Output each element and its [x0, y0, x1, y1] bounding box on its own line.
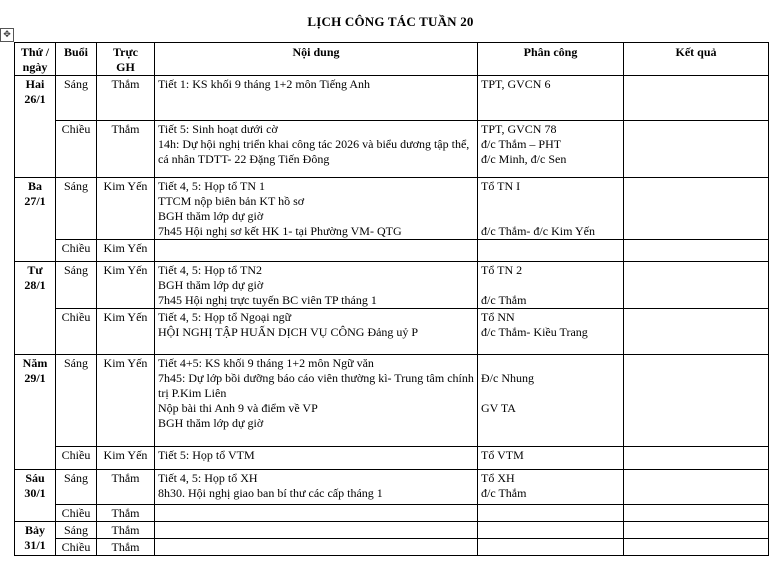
cell-line: [158, 506, 474, 521]
cell-line: TPT, GVCN 6: [481, 77, 551, 91]
session-cell: Chiều: [56, 121, 97, 178]
duty-cell: Thắm: [97, 539, 155, 556]
header-content: Nội dung: [155, 43, 478, 76]
cell-line: [481, 194, 620, 209]
table-row: [15, 76, 769, 121]
session-cell: Sáng: [56, 76, 97, 121]
assign-cell: [478, 355, 624, 447]
page-title: LỊCH CÔNG TÁC TUẦN 20: [307, 14, 474, 29]
cell-line: Nộp bài thi Anh 9 và điểm về VP: [158, 401, 318, 415]
cell-line: Tiết 4, 5: Họp tổ XH: [158, 471, 258, 485]
content-cell: [155, 505, 478, 522]
cell-line: GV TA: [481, 401, 516, 415]
table-move-handle-icon[interactable]: ✥: [0, 28, 14, 42]
assign-cell: [478, 121, 624, 178]
duty-cell: Kim Yến: [97, 309, 155, 355]
cell-line: [481, 209, 620, 224]
day-date: 28/1: [24, 278, 46, 292]
content-cell: [155, 309, 478, 355]
header-day: Thứ / ngày: [15, 43, 56, 76]
assign-cell: [478, 505, 624, 522]
table-row: [15, 355, 769, 447]
day-cell: [15, 355, 56, 470]
result-cell: [624, 121, 769, 178]
day-name: Bảy: [24, 523, 45, 537]
assign-cell: [478, 539, 624, 556]
cell-line: BGH thăm lớp dự giờ: [158, 209, 264, 223]
content-cell: [155, 470, 478, 505]
cell-line: [481, 278, 620, 293]
cell-line: BGH thăm lớp dự giờ: [158, 278, 264, 292]
session-cell: Sáng: [56, 522, 97, 539]
assign-cell: [478, 309, 624, 355]
day-cell: [15, 178, 56, 262]
cell-line: Tiết 4+5: KS khối 9 tháng 1+2 môn Ngữ văn: [158, 356, 374, 370]
table-row: [15, 309, 769, 355]
table-row: [15, 470, 769, 505]
cell-line: 7h45 Hội nghị sơ kết HK 1- tại Phường VM- QTG: [158, 224, 402, 238]
result-cell: [624, 355, 769, 447]
cell-line: [158, 540, 474, 555]
duty-cell: Kim Yến: [97, 178, 155, 240]
cell-line: đ/c Thắm: [481, 486, 527, 500]
cell-line: Tiết 5: Họp tổ VTM: [158, 448, 255, 462]
session-cell: Chiều: [56, 240, 97, 262]
assign-cell: [478, 470, 624, 505]
result-cell: [624, 539, 769, 556]
cell-line: BGH thăm lớp dự giờ: [158, 416, 264, 430]
result-cell: [624, 505, 769, 522]
cell-line: [481, 241, 620, 256]
assign-cell: [478, 522, 624, 539]
result-cell: [624, 309, 769, 355]
day-date: 31/1: [24, 538, 46, 552]
header-assign: Phân công: [478, 43, 624, 76]
result-cell: [624, 447, 769, 470]
table-row: [15, 240, 769, 262]
header-session: Buổi: [56, 43, 97, 76]
session-cell: Chiều: [56, 309, 97, 355]
cell-line: Tổ TN 2: [481, 263, 523, 277]
cell-line: 7h45: Dự lớp bồi dưỡng báo cáo viên thường kì- Trung tâm chính trị P.Kim Liên: [158, 371, 474, 400]
table-row: [15, 505, 769, 522]
cell-line: Tổ XH: [481, 471, 515, 485]
table-header-row: [15, 43, 769, 76]
cell-line: [158, 523, 474, 538]
content-cell: [155, 240, 478, 262]
day-date: 27/1: [24, 194, 46, 208]
duty-cell: Thắm: [97, 505, 155, 522]
cell-line: [481, 386, 620, 401]
cell-line: Đ/c Nhung: [481, 371, 534, 385]
session-cell: Chiều: [56, 505, 97, 522]
content-cell: [155, 522, 478, 539]
table-row: [15, 178, 769, 240]
day-cell: [15, 76, 56, 178]
day-cell: [15, 470, 56, 522]
duty-cell: Thắm: [97, 522, 155, 539]
cell-line: 8h30. Hội nghị giao ban bí thư các cấp tháng 1: [158, 486, 383, 500]
cell-line: Tiết 4, 5: Họp tổ Ngoại ngữ: [158, 310, 292, 324]
schedule-table: [14, 42, 769, 556]
table-row: [15, 447, 769, 470]
day-name: Hai: [25, 77, 45, 91]
cell-line: đ/c Minh, đ/c Sen: [481, 152, 567, 166]
assign-cell: [478, 76, 624, 121]
session-cell: Sáng: [56, 355, 97, 447]
cell-line: Tiết 4, 5: Họp tổ TN2: [158, 263, 263, 277]
session-cell: Chiều: [56, 539, 97, 556]
content-cell: [155, 178, 478, 240]
content-cell: [155, 447, 478, 470]
duty-cell: Kim Yến: [97, 240, 155, 262]
table-row: [15, 539, 769, 556]
cell-line: đ/c Thắm – PHT: [481, 137, 562, 151]
result-cell: [624, 522, 769, 539]
day-name: Tư: [27, 263, 43, 277]
day-cell: [15, 262, 56, 355]
session-cell: Sáng: [56, 470, 97, 505]
cell-line: đ/c Thắm: [481, 293, 527, 307]
cell-line: 14h: Dự hội nghị triển khai công tác 2026 và biểu dương tập thể, cá nhân TDTT- 22 Đặng Tiến Đông: [158, 137, 470, 166]
content-cell: [155, 76, 478, 121]
cell-line: [481, 523, 620, 538]
cell-line: Tổ NN: [481, 310, 515, 324]
content-cell: [155, 262, 478, 309]
cell-line: Tổ VTM: [481, 448, 524, 462]
cell-line: Tổ TN I: [481, 179, 521, 193]
cell-line: [481, 506, 620, 521]
cell-line: Tiết 4, 5: Họp tổ TN 1: [158, 179, 266, 193]
cell-line: 7h45 Hội nghị trực tuyến BC viên TP tháng 1: [158, 293, 377, 307]
duty-cell: Kim Yến: [97, 262, 155, 309]
day-date: 30/1: [24, 486, 46, 500]
content-cell: [155, 355, 478, 447]
day-name: Sáu: [25, 471, 45, 485]
assign-cell: [478, 240, 624, 262]
duty-cell: Thắm: [97, 76, 155, 121]
cell-line: TPT, GVCN 78: [481, 122, 557, 136]
result-cell: [624, 178, 769, 240]
result-cell: [624, 240, 769, 262]
session-cell: Sáng: [56, 178, 97, 240]
duty-cell: Kim Yến: [97, 447, 155, 470]
day-date: 29/1: [24, 371, 46, 385]
session-cell: Chiều: [56, 447, 97, 470]
result-cell: [624, 262, 769, 309]
result-cell: [624, 76, 769, 121]
cell-line: đ/c Thắm- đ/c Kim Yến: [481, 224, 595, 238]
assign-cell: [478, 178, 624, 240]
duty-cell: Thắm: [97, 470, 155, 505]
cell-line: đ/c Thắm- Kiều Trang: [481, 325, 588, 339]
assign-cell: [478, 262, 624, 309]
duty-cell: Kim Yến: [97, 355, 155, 447]
day-name: Ba: [27, 179, 42, 193]
cell-line: HỘI NGHỊ TẬP HUẤN DỊCH VỤ CÔNG Đảng uỷ P: [158, 325, 419, 339]
cell-line: Tiết 5: Sinh hoạt dưới cờ: [158, 122, 278, 136]
session-cell: Sáng: [56, 262, 97, 309]
day-date: 26/1: [24, 92, 46, 106]
content-cell: [155, 539, 478, 556]
header-result: Kết quả: [624, 43, 769, 76]
header-duty: Trực GH: [97, 43, 155, 76]
day-name: Năm: [22, 356, 48, 370]
content-cell: [155, 121, 478, 178]
assign-cell: [478, 447, 624, 470]
result-cell: [624, 470, 769, 505]
cell-line: [481, 356, 620, 371]
duty-cell: Thắm: [97, 121, 155, 178]
table-row: [15, 121, 769, 178]
table-row: [15, 262, 769, 309]
table-row: [15, 522, 769, 539]
cell-line: [158, 241, 474, 256]
cell-line: [481, 540, 620, 555]
cell-line: TTCM nộp biên bản KT hồ sơ: [158, 194, 305, 208]
day-cell: [15, 522, 56, 556]
cell-line: Tiết 1: KS khối 9 tháng 1+2 môn Tiếng Anh: [158, 77, 371, 91]
